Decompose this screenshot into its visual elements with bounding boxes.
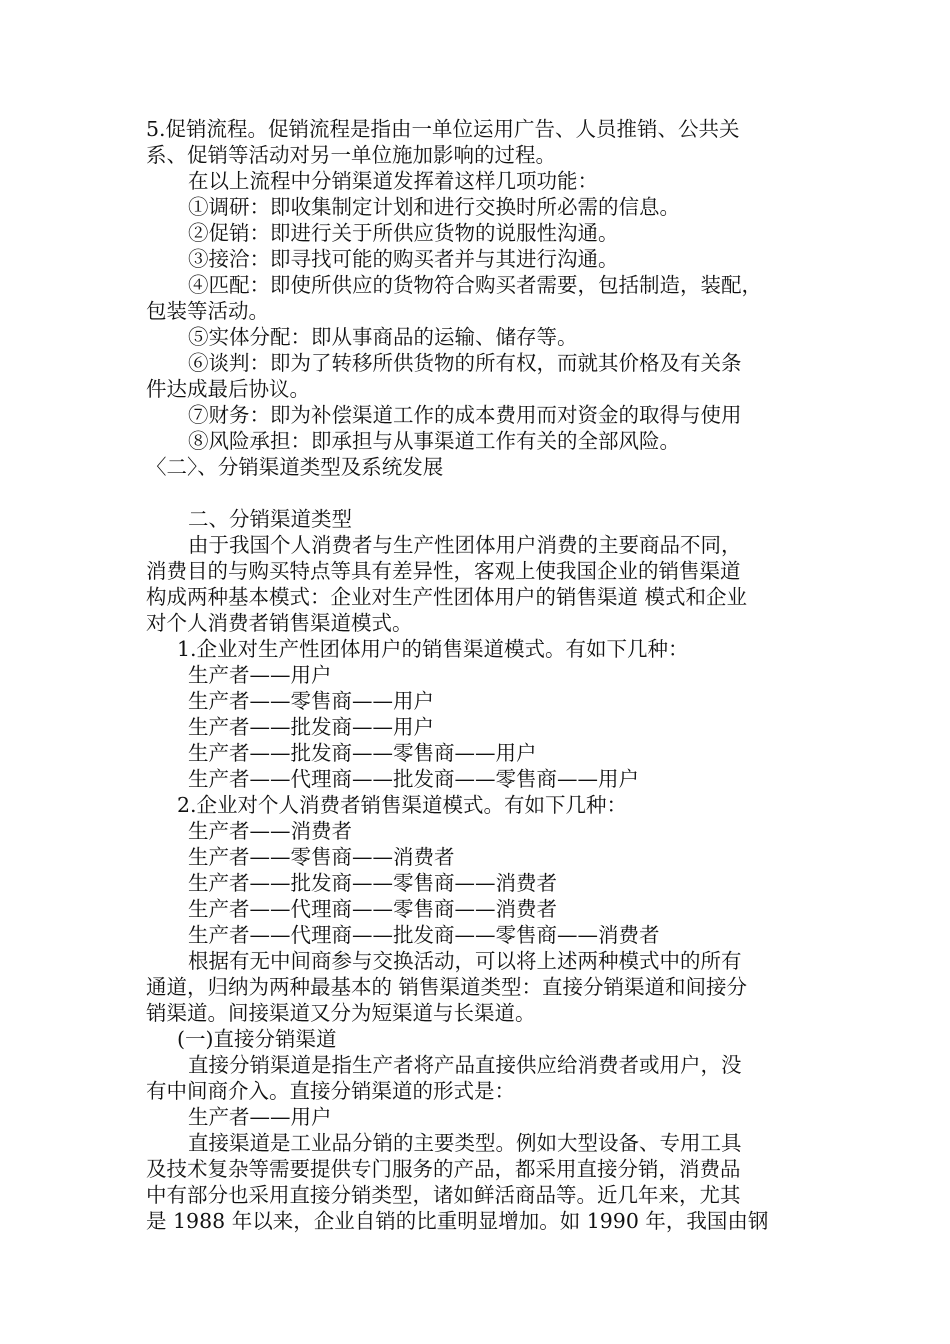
text-line: 消费目的与购买特点等具有差异性，客观上使我国企业的销售渠道 xyxy=(146,559,741,583)
text-line: 是 1988 年以来，企业自销的比重明显增加。如 1990 年，我国由钢 xyxy=(146,1209,769,1233)
text-line: 有中间商介入。直接分销渠道的形式是： xyxy=(146,1079,515,1103)
text-line: 生产者——代理商——零售商——消费者 xyxy=(188,897,557,921)
text-line: 2.企业对个人消费者销售渠道模式。有如下几种： xyxy=(177,793,628,817)
text-line: 生产者——代理商——批发商——零售商——消费者 xyxy=(188,923,660,947)
text-line: ⑦财务：即为补偿渠道工作的成本费用而对资金的取得与使用 xyxy=(188,403,742,427)
text-line: ⑥谈判：即为了转移所供货物的所有权，而就其价格及有关条 xyxy=(188,351,742,375)
text-line: 〈二〉、分销渠道类型及系统发展 xyxy=(146,455,444,479)
text-line: ⑤实体分配：即从事商品的运输、储存等。 xyxy=(188,325,578,349)
text-line: 由于我国个人消费者与生产性团体用户消费的主要商品不同， xyxy=(188,533,742,557)
text-line: 生产者——用户 xyxy=(188,663,332,687)
text-line: 生产者——批发商——零售商——消费者 xyxy=(188,871,557,895)
text-line: ③接洽：即寻找可能的购买者并与其进行沟通。 xyxy=(188,247,619,271)
text-line: 生产者——代理商——批发商——零售商——用户 xyxy=(188,767,639,791)
text-line: 生产者——消费者 xyxy=(188,819,352,843)
text-line: 二、分销渠道类型 xyxy=(188,507,352,531)
text-line: 对个人消费者销售渠道模式。 xyxy=(146,611,413,635)
text-line: 包装等活动。 xyxy=(146,299,269,323)
text-line: ④匹配：即使所供应的货物符合购买者需要，包括制造，装配， xyxy=(188,273,762,297)
text-line: 生产者——批发商——零售商——用户 xyxy=(188,741,537,765)
text-line: (一)直接分销渠道 xyxy=(177,1027,337,1051)
text-line: 直接渠道是工业品分销的主要类型。例如大型设备、专用工具 xyxy=(188,1131,742,1155)
text-line: ①调研：即收集制定计划和进行交换时所必需的信息。 xyxy=(188,195,680,219)
text-line: 直接分销渠道是指生产者将产品直接供应给消费者或用户，没 xyxy=(188,1053,742,1077)
text-line: 生产者——零售商——消费者 xyxy=(188,845,455,869)
text-line: 生产者——用户 xyxy=(188,1105,332,1129)
text-line: 根据有无中间商参与交换活动，可以将上述两种模式中的所有 xyxy=(188,949,742,973)
text-line: 构成两种基本模式：企业对生产性团体用户的销售渠道 模式和企业 xyxy=(146,585,748,609)
text-line: 中有部分也采用直接分销类型，诸如鲜活商品等。近几年来，尤其 xyxy=(146,1183,741,1207)
text-line: 销渠道。间接渠道又分为短渠道与长渠道。 xyxy=(146,1001,536,1025)
text-line: 通道，归纳为两种最基本的 销售渠道类型：直接分销渠道和间接分 xyxy=(146,975,748,999)
text-line: 及技术复杂等需要提供专门服务的产品，都采用直接分销，消费品 xyxy=(146,1157,741,1181)
text-line: 1.企业对生产性团体用户的销售渠道模式。有如下几种： xyxy=(177,637,689,661)
text-line: 件达成最后协议。 xyxy=(146,377,310,401)
text-line: ②促销：即进行关于所供应货物的说服性沟通。 xyxy=(188,221,619,245)
text-line: ⑧风险承担：即承担与从事渠道工作有关的全部风险。 xyxy=(188,429,680,453)
text-line xyxy=(146,480,826,506)
text-line: 生产者——零售商——用户 xyxy=(188,689,434,713)
text-line: 在以上流程中分销渠道发挥着这样几项功能： xyxy=(188,169,598,193)
document-body xyxy=(146,116,826,1234)
text-line: 生产者——批发商——用户 xyxy=(188,715,434,739)
text-line: 系、促销等活动对另一单位施加影响的过程。 xyxy=(146,143,556,167)
text-line: 5.促销流程。促销流程是指由一单位运用广告、人员推销、公共关 xyxy=(146,117,740,141)
